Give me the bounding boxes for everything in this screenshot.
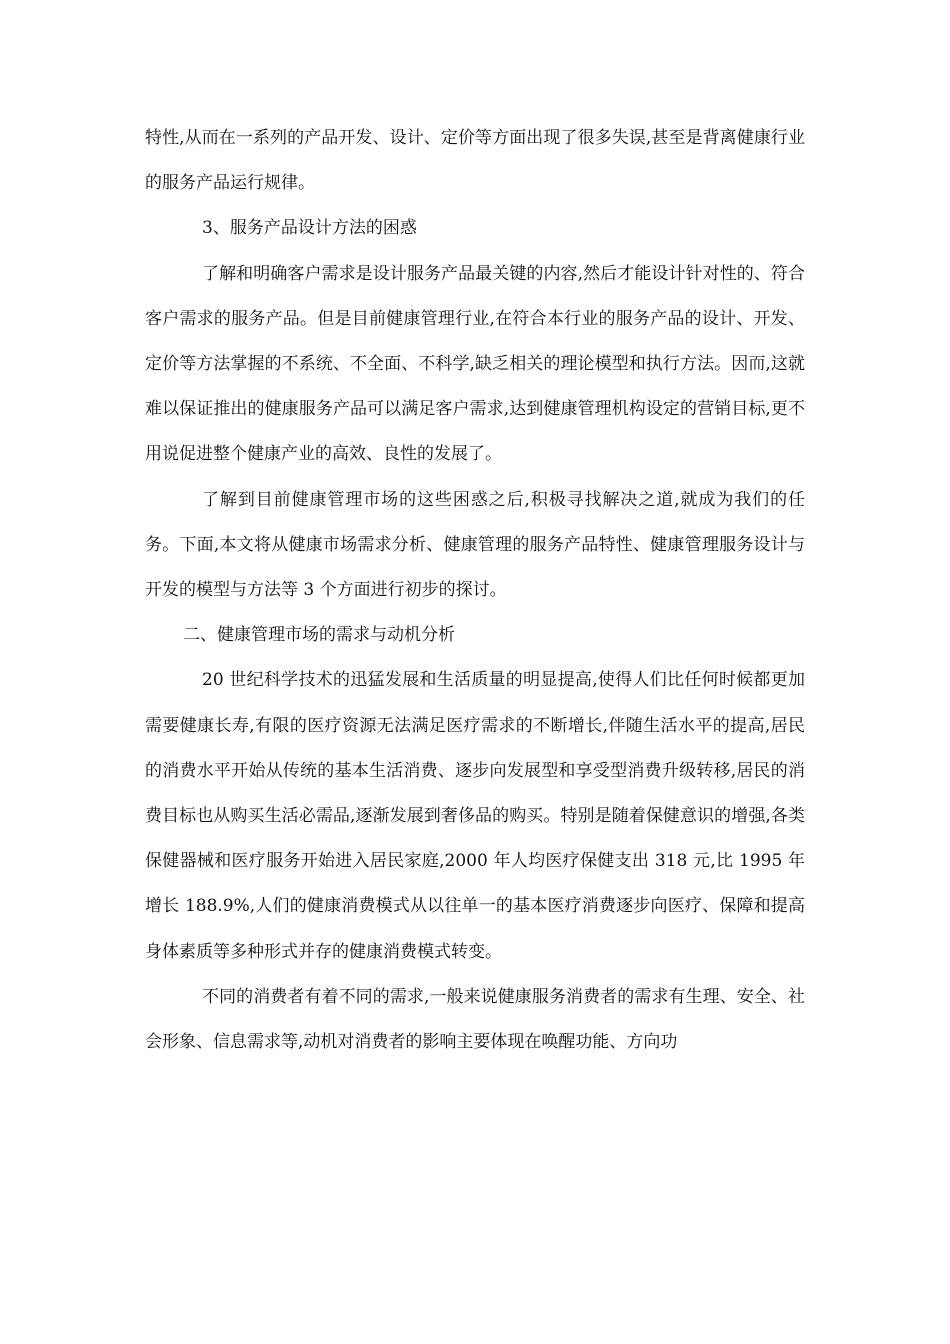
section-heading-3: 3、服务产品设计方法的困惑 bbox=[202, 218, 417, 239]
paragraph: 20 世纪科学技术的迅猛发展和生活质量的明显提高,使得人们比任何时候都更加需要健康长寿,有限的医疗资源无法满足医疗需求的不断增长,伴随生活水平的提高,居民的消费水平开始从传统的基本生活消费、逐步向发展型和享受型消费升级转移,居民的消费目标也从购买生活必需品,逐渐发展到奢侈品的购买。特别是随着保健意识的增强,各类保健器械和医疗服务开始进入居民家庭,2000 年人均医疗保健支出 318 元,比 1995 年增长 188.9%,人们的健康消费模式从以往单一的基本医疗消费逐步向医疗、保障和提高身体素质等多种形式并存的健康消费模式转变。 bbox=[145, 670, 805, 962]
paragraph: 了解到目前健康管理市场的这些困惑之后,积极寻找解决之道,就成为我们的任务。下面,本文将从健康市场需求分析、健康管理的服务产品特性、健康管理服务设计与开发的模型与方法等 3 个方面进行初步的探讨。 bbox=[145, 489, 805, 601]
paragraph: 了解和明确客户需求是设计服务产品最关键的内容,然后才能设计针对性的、符合客户需求的服务产品。但是目前健康管理行业,在符合本行业的服务产品的设计、开发、定价等方法掌握的不系统、不全面、不科学,缺乏相关的理论模型和执行方法。因而,这就难以保证推出的健康服务产品可以满足客户需求,达到健康管理机构设定的营销目标,更不用说促进整个健康产业的高效、良性的发展了。 bbox=[145, 263, 805, 465]
paragraph: 不同的消费者有着不同的需求,一般来说健康服务消费者的需求有生理、安全、社会形象、信息需求等,动机对消费者的影响主要体现在唤醒功能、方向功 bbox=[145, 986, 805, 1053]
document-body bbox=[145, 116, 805, 1065]
section-heading-2: 二、健康管理市场的需求与动机分析 bbox=[183, 625, 455, 646]
paragraph-continuation: 特性,从而在一系列的产品开发、设计、定价等方面出现了很多失误,甚至是背离健康行业的服务产品运行规律。 bbox=[145, 128, 805, 194]
